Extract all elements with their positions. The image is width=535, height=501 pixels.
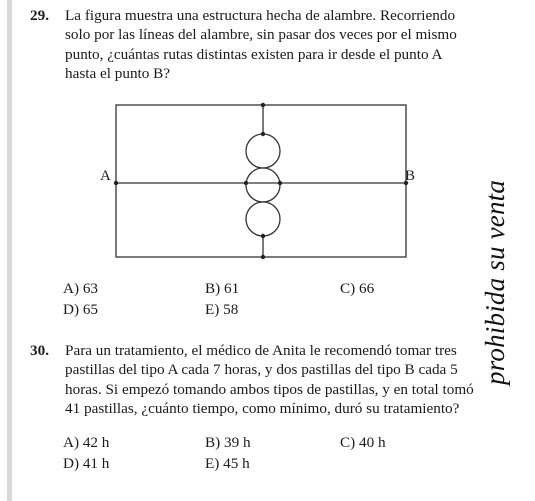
question-29-line-1: La figura muestra una estructura hecha de alambre. Recorriendo (65, 7, 456, 24)
question-30-line-4: 41 pastillas, ¿cuánto tiempo, como mínimo, duró su tratamiento? (65, 399, 460, 417)
q29-option-c: C) 66 (340, 280, 375, 297)
node-middle-left (244, 181, 248, 185)
q30-option-e: E) 45 h (205, 455, 250, 472)
question-29-number: 29. (30, 7, 49, 24)
q30-option-a: A) 42 h (63, 434, 110, 451)
q30-option-c: C) 40 h (340, 434, 386, 451)
node-middle-right (278, 181, 282, 185)
wire-structure-figure (96, 100, 426, 265)
question-30-line-1: Para un tratamiento, el médico de Anita le recomendó tomar tres (65, 342, 457, 359)
point-a-label: A (100, 168, 111, 184)
left-margin-bar (7, 0, 12, 501)
q30-option-d: D) 41 h (63, 455, 110, 472)
wire-circle-bottom (246, 202, 280, 236)
point-a-node (114, 181, 118, 185)
point-b-label: B (405, 168, 416, 184)
q30-option-b: B) 39 h (205, 434, 251, 451)
question-29-stem (65, 6, 525, 83)
q29-option-e: E) 58 (205, 301, 239, 318)
q29-option-a: A) 63 (63, 280, 99, 297)
node-upper (261, 132, 265, 136)
q29-option-d: D) 65 (63, 301, 99, 318)
node-lower (261, 234, 265, 238)
question-30-line-3: horas. Si empezó tomando ambos tipos de pastillas, y en total tomó (65, 380, 474, 398)
wire-circle-top (246, 134, 280, 168)
question-30-stem (65, 341, 525, 418)
wire-outer-rectangle (116, 105, 406, 257)
watermark-text: prohibida su venta (480, 179, 510, 385)
node-bottom (261, 255, 265, 259)
wire-circle-middle (246, 168, 280, 202)
q29-option-b: B) 61 (205, 280, 240, 297)
question-30-line-2: pastillas del tipo A cada 7 horas, y dos pastillas del tipo B cada 5 (65, 361, 458, 379)
node-top (261, 103, 265, 107)
question-29-line-4: hasta el punto B? (65, 64, 171, 82)
question-29-line-2: solo por las líneas del alambre, sin pasar dos veces por el mismo (65, 26, 457, 44)
question-30-number: 30. (30, 342, 49, 359)
question-29-line-3: punto, ¿cuántas rutas distintas existen para ir desde el punto A (65, 45, 443, 63)
